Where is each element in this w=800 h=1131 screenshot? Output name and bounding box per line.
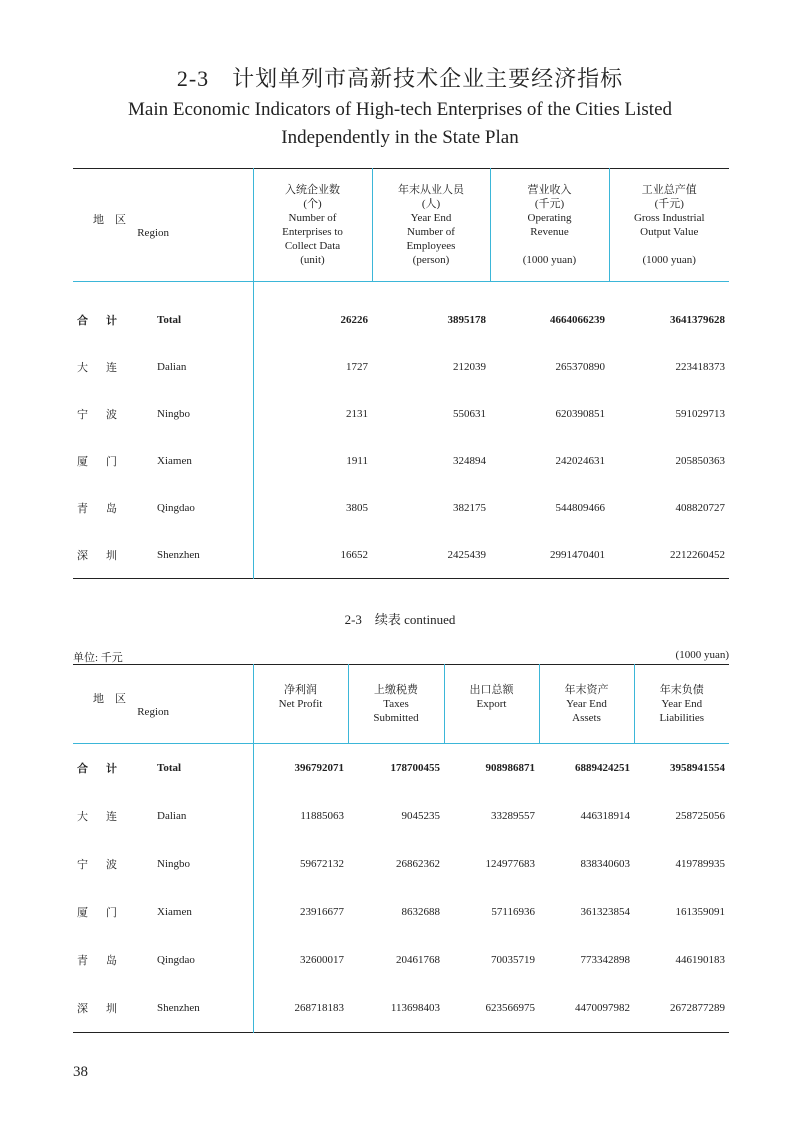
region-en-cell: Total	[157, 762, 182, 774]
col-header-cn: 年末资产	[564, 684, 609, 696]
value-cell: 3958941554	[670, 762, 725, 774]
value-cell: 4470097982	[575, 1002, 630, 1014]
col-header-en: Liabilities	[659, 712, 705, 724]
value-cell: 2131	[253, 390, 372, 437]
region-cn-char: 宁	[77, 408, 88, 421]
table2-body	[73, 744, 729, 1033]
col-header-en: Revenue	[530, 226, 569, 238]
col-header-en: Number of	[288, 212, 337, 224]
region-en-cell: Shenzhen	[157, 1002, 200, 1014]
total-row	[73, 744, 729, 793]
value-cell: 419789935	[675, 858, 725, 870]
region-en-cell: Ningbo	[157, 858, 190, 870]
col-header-en: Export	[476, 698, 507, 710]
region-cn-cell	[73, 792, 153, 840]
region-cn-char: 门	[106, 907, 117, 919]
value-cell: 2991470401	[550, 548, 605, 561]
value-cell: 9045235	[401, 810, 440, 822]
value-cell: 265370890	[555, 360, 605, 373]
value-cell: 6889424251	[575, 762, 630, 774]
region-cn-char: 合	[77, 763, 88, 775]
value-cell: 124977683	[485, 858, 535, 870]
value-cell: 26226	[253, 282, 372, 344]
region-cn-char: 大	[77, 811, 88, 823]
col-header-cn: 出口总额	[469, 684, 514, 696]
region-cn-char: 计	[106, 314, 117, 327]
region-header-cn: 地 区	[93, 214, 126, 226]
table-row	[73, 936, 729, 984]
region-cn-cell	[73, 744, 153, 793]
region-cn-cell	[73, 343, 153, 390]
value-cell: 59672132	[253, 840, 348, 888]
value-cell: 70035719	[491, 954, 535, 966]
region-cn-char: 计	[106, 763, 117, 775]
page-number: 38	[73, 1064, 88, 1080]
col-header-unit-en: (1000 yuan)	[522, 254, 577, 266]
region-cn-char: 大	[77, 361, 88, 374]
col-header-assets	[539, 665, 634, 744]
title-english-line-1: Main Economic Indicators of High-tech Enterprises of the Cities Listed	[128, 99, 672, 120]
region-cn-char: 合	[77, 314, 88, 327]
table-row	[73, 390, 729, 437]
value-cell: 113698403	[390, 1002, 440, 1014]
region-en-cell: Dalian	[157, 360, 187, 373]
value-cell: 1727	[253, 343, 372, 390]
value-cell: 161359091	[675, 906, 725, 918]
region-en-cell: Xiamen	[157, 454, 192, 467]
col-header-en: Taxes	[383, 698, 409, 710]
col-header-en: Operating	[527, 212, 572, 224]
table1-body	[73, 282, 729, 579]
table-row	[73, 984, 729, 1033]
col-header-liabilities	[634, 665, 729, 744]
col-header-en: Year End	[566, 698, 607, 710]
table-number: 2-3	[176, 66, 210, 91]
region-en-cell: Total	[157, 313, 182, 326]
col-header-cn: 年末从业人员	[398, 184, 464, 196]
region-cn-cell	[73, 984, 153, 1033]
region-cn-char: 连	[106, 811, 117, 823]
continued-title: 2-3 续表 continued	[344, 612, 456, 627]
region-cn-char: 圳	[106, 549, 117, 562]
value-cell: 620390851	[555, 407, 605, 420]
table-row	[73, 437, 729, 484]
col-header-en: Submitted	[373, 712, 419, 724]
region-cn-char: 门	[106, 455, 117, 468]
value-cell: 212039	[453, 360, 486, 373]
table-row	[73, 484, 729, 531]
value-cell: 2672877289	[670, 1002, 725, 1014]
col-header-revenue	[490, 169, 609, 282]
value-cell: 32600017	[253, 936, 348, 984]
value-cell: 2212260452	[670, 548, 725, 561]
col-header-en: Year End	[661, 698, 703, 710]
col-header-spacer	[449, 711, 535, 725]
title-chinese	[0, 64, 800, 94]
col-header-net-profit	[253, 665, 348, 744]
region-en-cell: Xiamen	[157, 906, 192, 918]
col-header-employees	[372, 169, 490, 282]
region-header	[73, 665, 253, 744]
value-cell: 205850363	[675, 454, 725, 467]
col-header-unit-cn: (千元)	[534, 198, 565, 210]
region-header-en: Region	[137, 227, 169, 239]
region-cn-char: 岛	[106, 955, 117, 967]
region-cn-char: 深	[77, 549, 88, 562]
region-cn-char: 连	[106, 361, 117, 374]
title-cn-text: 计划单列市高新技术企业主要经济指标	[232, 66, 624, 91]
region-cn-char: 波	[106, 859, 117, 871]
value-cell: 268718183	[253, 984, 348, 1033]
value-cell: 382175	[453, 501, 486, 514]
col-header-unit-cn: (千元)	[654, 198, 684, 210]
value-cell: 591029713	[675, 407, 725, 420]
indicators-table-part-2	[73, 664, 729, 1033]
total-row	[73, 282, 729, 344]
unit-en: (1000 yuan)	[675, 649, 729, 661]
region-cn-char: 波	[106, 408, 117, 421]
value-cell: 2425439	[447, 548, 486, 561]
region-cn-cell	[73, 936, 153, 984]
region-header-cn: 地 区	[93, 693, 126, 705]
value-cell: 3895178	[447, 313, 486, 326]
col-header-en: Output Value	[640, 226, 699, 238]
value-cell: 908986871	[485, 762, 535, 774]
col-header-en: Enterprises to	[282, 226, 343, 238]
col-header-unit-en: (unit)	[300, 254, 325, 266]
table-row	[73, 343, 729, 390]
value-cell: 550631	[453, 407, 486, 420]
value-cell: 11885063	[253, 792, 348, 840]
col-header-en: Number of	[407, 226, 455, 238]
region-en-cell: Qingdao	[157, 954, 195, 966]
region-en-cell: Shenzhen	[157, 548, 200, 561]
value-cell: 3805	[253, 484, 372, 531]
col-header-cn: 营业收入	[527, 184, 572, 196]
region-cn-char: 宁	[77, 859, 88, 871]
value-cell: 26862362	[396, 858, 440, 870]
col-header-cn: 入统企业数	[285, 184, 340, 196]
table-row	[73, 888, 729, 936]
region-cn-char: 青	[77, 502, 88, 515]
region-header-en: Region	[137, 706, 169, 718]
value-cell: 838340603	[580, 858, 630, 870]
value-cell: 396792071	[253, 744, 348, 793]
col-header-spacer	[614, 239, 726, 253]
col-header-unit-cn: (人)	[421, 198, 441, 210]
table2-header-row	[73, 665, 729, 744]
col-header-en: Collect Data	[284, 240, 341, 252]
value-cell: 1911	[253, 437, 372, 484]
table-row	[73, 531, 729, 579]
region-cn-char: 圳	[106, 1003, 117, 1015]
col-header-spacer	[258, 711, 344, 725]
col-header-unit-cn: (个)	[303, 198, 322, 210]
col-header-unit-en: (person)	[412, 254, 450, 266]
value-cell: 623566975	[485, 1002, 535, 1014]
title-english-line-2: Independently in the State Plan	[281, 127, 519, 148]
value-cell: 178700455	[390, 762, 440, 774]
col-header-spacer	[495, 239, 605, 253]
value-cell: 3641379628	[670, 313, 725, 326]
title-block	[0, 64, 800, 152]
col-header-en: Year End	[410, 212, 452, 224]
region-en-cell: Qingdao	[157, 501, 195, 514]
col-header-en: Net Profit	[278, 698, 323, 710]
region-cn-char: 厦	[77, 455, 88, 468]
region-cn-char: 厦	[77, 907, 88, 919]
value-cell: 544809466	[555, 501, 605, 514]
value-cell: 258725056	[675, 810, 725, 822]
region-en-cell: Dalian	[157, 810, 187, 822]
table1-header-row	[73, 169, 729, 282]
col-header-unit-en: (1000 yuan)	[642, 254, 696, 266]
region-cn-char: 深	[77, 1003, 88, 1015]
region-cn-cell	[73, 282, 153, 344]
col-header-en: Employees	[406, 240, 456, 252]
value-cell: 408820727	[675, 501, 725, 514]
col-header-enterprises	[253, 169, 372, 282]
value-cell: 361323854	[580, 906, 630, 918]
value-cell: 4664066239	[550, 313, 605, 326]
region-en-cell: Ningbo	[157, 407, 190, 420]
col-header-export	[444, 665, 539, 744]
col-header-cn: 上缴税费	[374, 684, 418, 696]
value-cell: 242024631	[555, 454, 605, 467]
col-header-cn: 工业总产值	[641, 184, 697, 196]
value-cell: 33289557	[491, 810, 535, 822]
col-header-en: Gross Industrial	[633, 212, 705, 224]
region-cn-cell	[73, 531, 153, 579]
indicators-table-part-1	[73, 168, 729, 579]
value-cell: 223418373	[675, 360, 725, 373]
region-cn-cell	[73, 390, 153, 437]
region-cn-cell	[73, 484, 153, 531]
col-header-taxes	[348, 665, 444, 744]
value-cell: 57116936	[491, 906, 535, 918]
col-header-cn: 净利润	[284, 684, 317, 696]
value-cell: 20461768	[396, 954, 440, 966]
region-cn-cell	[73, 888, 153, 936]
value-cell: 23916677	[253, 888, 348, 936]
value-cell: 8632688	[401, 906, 440, 918]
table-row	[73, 792, 729, 840]
region-header	[73, 169, 253, 282]
value-cell: 16652	[253, 531, 372, 579]
region-cn-char: 岛	[106, 502, 117, 515]
value-cell: 324894	[453, 454, 486, 467]
table-row	[73, 840, 729, 888]
unit-cn: 单位: 千元	[73, 652, 123, 664]
col-header-en: Assets	[572, 712, 601, 724]
region-cn-char: 青	[77, 955, 88, 967]
col-header-output	[609, 169, 729, 282]
region-cn-cell	[73, 840, 153, 888]
region-cn-cell	[73, 437, 153, 484]
value-cell: 773342898	[580, 954, 630, 966]
value-cell: 446318914	[580, 810, 630, 822]
value-cell: 446190183	[675, 954, 725, 966]
col-header-cn: 年末负债	[659, 684, 704, 696]
